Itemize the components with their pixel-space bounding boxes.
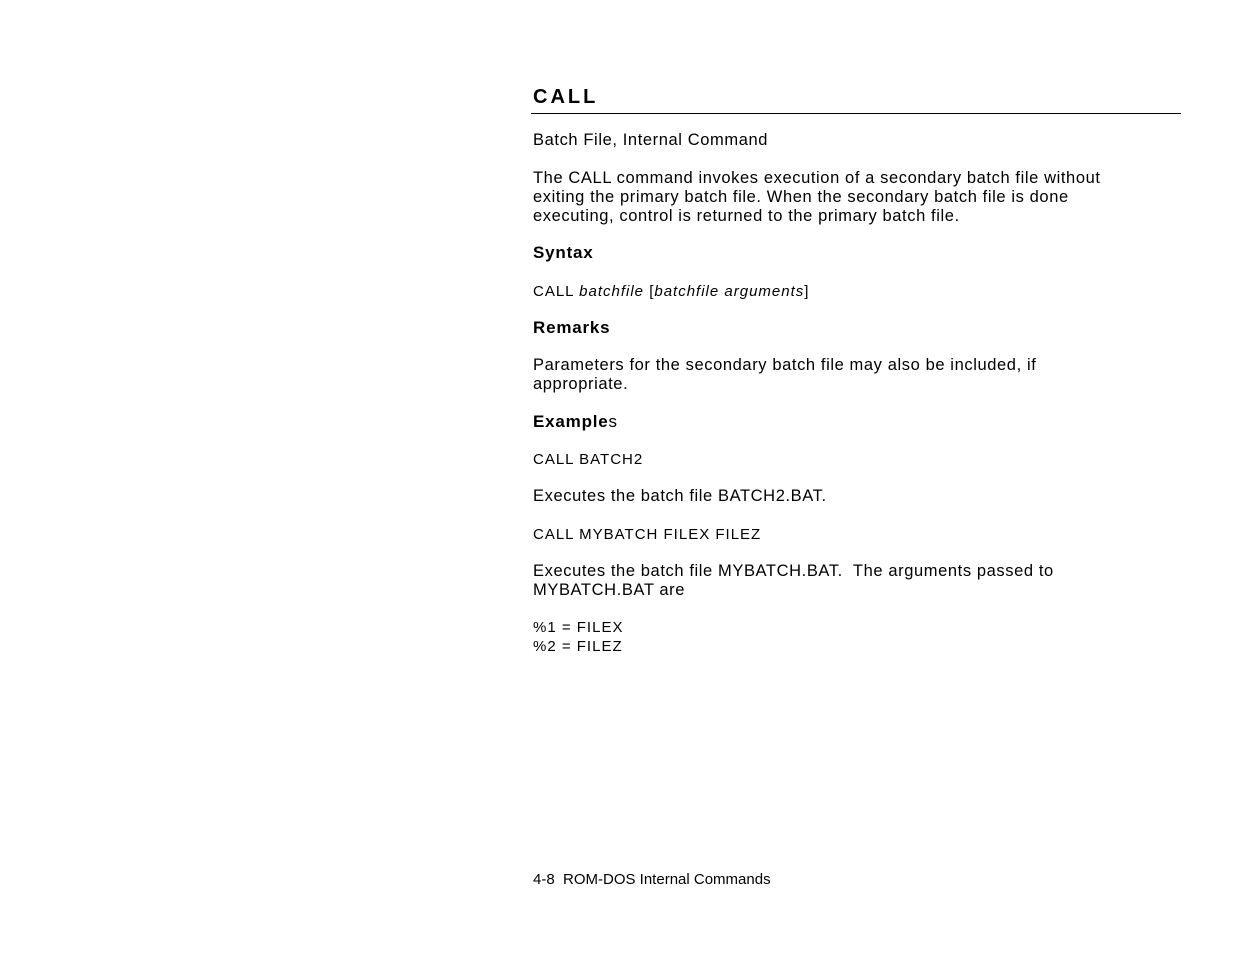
- command-category: Batch File, Internal Command: [533, 131, 769, 149]
- title-rule: [531, 113, 1181, 114]
- examples-heading-tail: s: [608, 412, 618, 431]
- description-line: exiting the primary batch file. When the secondary batch file is done: [533, 188, 1069, 206]
- syntax-command: CALL: [533, 283, 574, 300]
- remarks-line: Parameters for the secondary batch file may also be included, if: [533, 356, 1037, 374]
- syntax-arg-arguments: batchfile arguments: [654, 283, 805, 300]
- remarks-text: [533, 356, 1181, 394]
- example2-description-line: Executes the batch file MYBATCH.BAT. The arguments passed to: [533, 562, 1054, 580]
- command-description: [533, 169, 1181, 226]
- syntax-heading: Syntax: [533, 243, 594, 262]
- argument-line: %2 = FILEZ: [533, 638, 623, 655]
- examples-heading: [533, 412, 618, 432]
- syntax-close-bracket: ]: [804, 283, 810, 300]
- page-title: CALL: [533, 86, 599, 108]
- description-line: The CALL command invokes execution of a secondary batch file without: [533, 169, 1101, 187]
- example2-description-line: MYBATCH.BAT are: [533, 581, 686, 599]
- syntax-arg-batchfile: batchfile: [579, 283, 645, 300]
- examples-heading-bold: Example: [533, 412, 609, 431]
- example2-description: [533, 562, 1181, 600]
- example2-code: CALL MYBATCH FILEX FILEZ: [533, 526, 762, 543]
- example1-description: Executes the batch file BATCH2.BAT.: [533, 487, 827, 505]
- description-line: executing, control is returned to the primary batch file.: [533, 207, 960, 225]
- syntax-line: [533, 282, 809, 301]
- remarks-line: appropriate.: [533, 375, 629, 393]
- syntax-open-bracket: [: [649, 283, 655, 300]
- remarks-heading: Remarks: [533, 318, 611, 337]
- argument-line: %1 = FILEX: [533, 619, 624, 636]
- page-footer: 4-8 ROM-DOS Internal Commands: [533, 871, 771, 888]
- example1-code: CALL BATCH2: [533, 451, 644, 468]
- argument-list: [533, 618, 623, 656]
